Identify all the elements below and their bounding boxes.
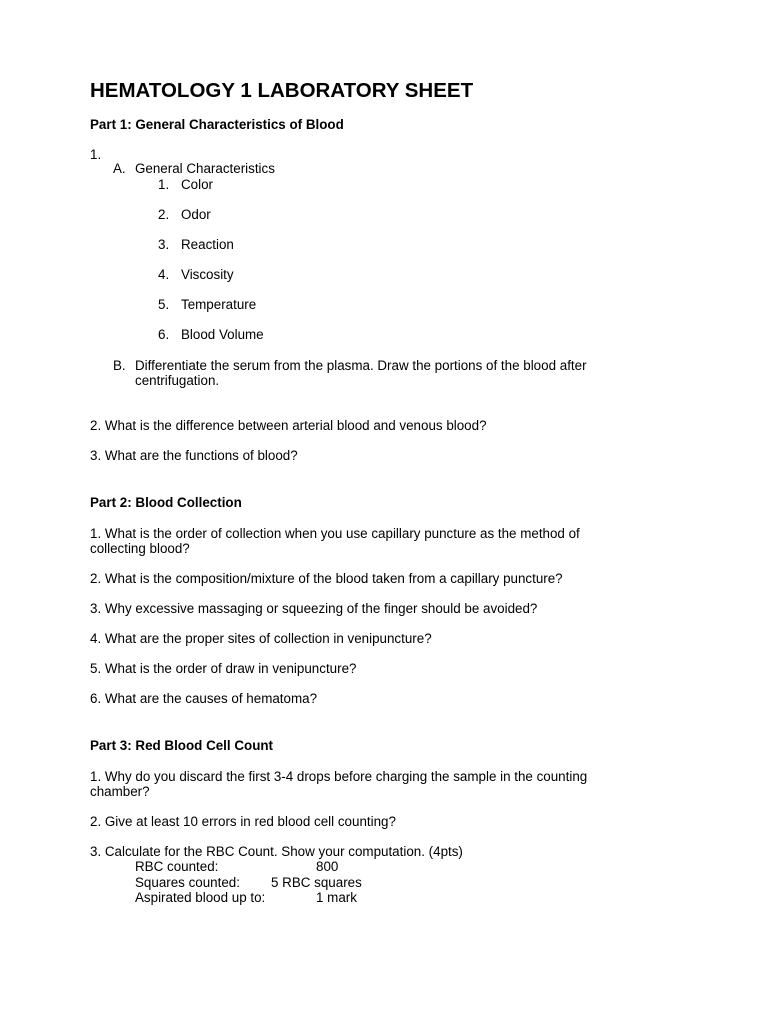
given-value: 1 mark (316, 890, 357, 905)
list-item: Reaction (181, 237, 234, 252)
list-item: Blood Volume (181, 327, 264, 342)
list-item-number: 6. (158, 327, 170, 342)
list-item-number: 4. (158, 267, 170, 282)
given-value: 5 RBC squares (271, 875, 362, 890)
part1-b-line2: centrifugation. (135, 373, 220, 388)
part3-q2: 2. Give at least 10 errors in red blood cell counting? (90, 814, 396, 829)
page-title: HEMATOLOGY 1 LABORATORY SHEET (90, 79, 474, 102)
part1-q3: 3. What are the functions of blood? (90, 448, 298, 463)
list-item: Temperature (181, 297, 257, 312)
part1-b-marker: B. (113, 358, 126, 373)
given-label: Squares counted: (135, 875, 240, 890)
part3-q3: 3. Calculate for the RBC Count. Show your computation. (4pts) (90, 844, 463, 859)
part2-q4: 4. What are the proper sites of collection in venipuncture? (90, 631, 432, 646)
part1-q2: 2. What is the difference between arterial blood and venous blood? (90, 418, 487, 433)
part3-q1-line2: chamber? (90, 784, 150, 799)
list-item-number: 1. (158, 177, 170, 192)
part1-b-line1: Differentiate the serum from the plasma. Draw the portions of the blood after (135, 358, 587, 373)
list-item-number: 5. (158, 297, 170, 312)
list-item: Viscosity (181, 267, 234, 282)
part1-a-label: General Characteristics (135, 161, 275, 176)
given-value: 800 (316, 859, 339, 874)
part2-heading: Part 2: Blood Collection (90, 495, 242, 510)
list-item: Odor (181, 207, 211, 222)
part2-q1-line1: 1. What is the order of collection when you use capillary puncture as the method of (90, 526, 580, 541)
part1-heading: Part 1: General Characteristics of Blood (90, 117, 344, 132)
part2-q5: 5. What is the order of draw in venipuncture? (90, 661, 357, 676)
list-item-number: 3. (158, 237, 170, 252)
part3-q1-line1: 1. Why do you discard the first 3-4 drops before charging the sample in the counting (90, 769, 588, 784)
part2-q3: 3. Why excessive massaging or squeezing of the finger should be avoided? (90, 601, 538, 616)
given-label: Aspirated blood up to: (135, 890, 266, 905)
list-item: Color (181, 177, 213, 192)
given-label: RBC counted: (135, 859, 219, 874)
part1-a-marker: A. (113, 161, 126, 176)
part2-q1-line2: collecting blood? (90, 541, 190, 556)
part3-heading: Part 3: Red Blood Cell Count (90, 738, 274, 753)
part2-q2: 2. What is the composition/mixture of the blood taken from a capillary puncture? (90, 571, 563, 586)
list-item-number: 2. (158, 207, 170, 222)
part1-q1-number: 1. (90, 147, 102, 162)
part2-q6: 6. What are the causes of hematoma? (90, 691, 318, 706)
